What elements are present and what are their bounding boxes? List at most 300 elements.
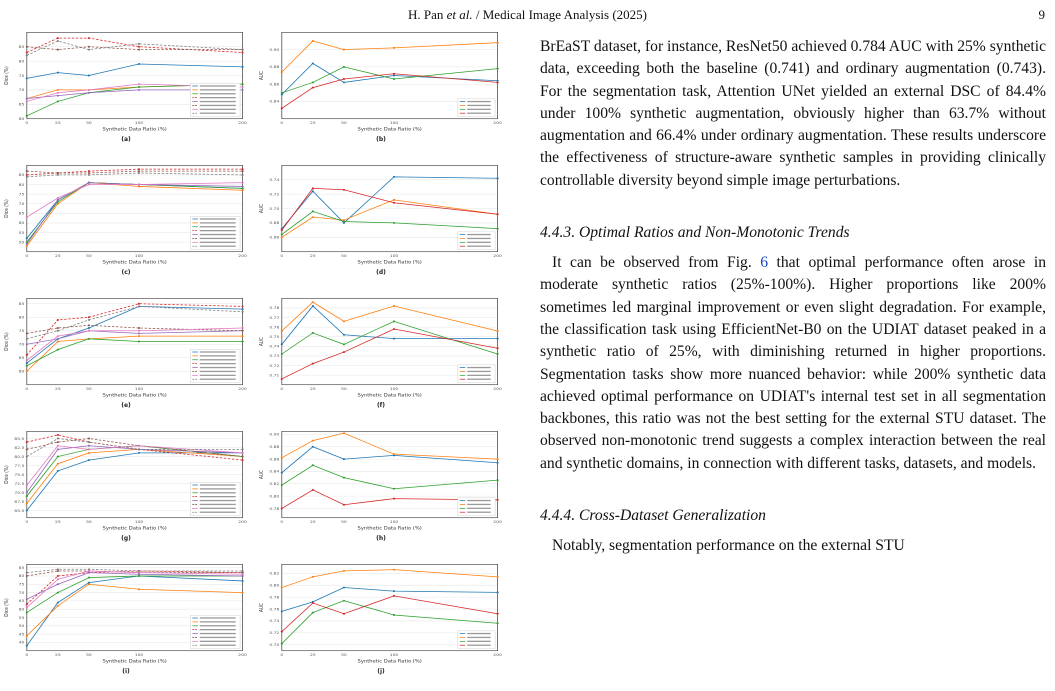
data-point xyxy=(26,332,28,334)
legend-entry-illegible xyxy=(467,645,491,646)
data-point xyxy=(57,49,59,51)
x-axis-label: Synthetic Data Ratio (%) xyxy=(102,259,167,266)
data-point xyxy=(312,612,314,614)
y-tick-label: 65 xyxy=(18,355,25,360)
data-point xyxy=(88,330,90,332)
data-point xyxy=(343,78,345,80)
data-point xyxy=(138,86,140,88)
data-point xyxy=(88,327,90,329)
data-point xyxy=(26,362,28,364)
data-point xyxy=(88,438,90,440)
data-point xyxy=(57,319,59,321)
legend-entry-illegible xyxy=(467,633,491,634)
legend-entry-illegible xyxy=(200,375,236,376)
data-point xyxy=(393,320,395,322)
series-line xyxy=(27,64,243,78)
x-tick-label: 100 xyxy=(389,253,399,259)
legend-entry-illegible xyxy=(200,222,236,223)
y-tick-label: 0.72 xyxy=(269,630,280,636)
data-point xyxy=(241,580,243,582)
data-point xyxy=(281,236,283,238)
legend-entry-illegible xyxy=(467,512,491,513)
data-point xyxy=(57,330,59,332)
data-point xyxy=(57,172,59,174)
y-tick-label: 60 xyxy=(18,220,25,226)
y-tick-label: 0.78 xyxy=(269,305,280,311)
y-tick-label: 0.73 xyxy=(269,353,280,359)
chart-panel-e xyxy=(2,294,250,402)
y-tick-label: 0.68 xyxy=(269,220,280,226)
data-point xyxy=(496,177,498,179)
data-point xyxy=(138,184,140,186)
x-tick-label: 25 xyxy=(310,386,316,392)
data-point xyxy=(312,40,314,42)
data-point xyxy=(138,330,140,332)
data-point xyxy=(241,174,243,176)
data-point xyxy=(26,484,28,486)
series-line xyxy=(27,576,243,613)
data-point xyxy=(26,603,28,605)
data-point xyxy=(88,184,90,186)
data-point xyxy=(393,595,395,597)
y-tick-label: 0.66 xyxy=(269,234,280,240)
data-point xyxy=(241,86,243,88)
data-point xyxy=(57,92,59,94)
subfigure-caption: (i) xyxy=(122,668,130,675)
data-point xyxy=(343,570,345,572)
y-tick-label: 70 xyxy=(18,341,25,347)
legend-entry-illegible xyxy=(200,637,236,638)
y-tick-label: 55 xyxy=(18,230,25,235)
x-tick-label: 100 xyxy=(134,386,144,392)
data-point xyxy=(26,502,28,504)
subfigure-caption: (j) xyxy=(377,668,385,675)
data-point xyxy=(57,434,59,436)
legend-entry-illegible xyxy=(200,101,236,102)
series-line xyxy=(27,41,243,55)
legend-box xyxy=(190,83,240,116)
x-tick-label: 50 xyxy=(341,652,347,658)
subfigure-caption: (c) xyxy=(121,269,131,276)
data-point xyxy=(88,570,90,572)
data-point xyxy=(26,243,28,245)
series-line xyxy=(27,331,243,345)
legend-entry-illegible xyxy=(200,93,236,94)
legend-entry-illegible xyxy=(200,371,236,372)
data-point xyxy=(312,87,314,89)
legend-box xyxy=(190,615,240,648)
data-point xyxy=(281,378,283,380)
x-tick-label: 200 xyxy=(493,652,502,658)
y-tick-label: 0.86 xyxy=(269,81,280,87)
data-point xyxy=(138,89,140,91)
legend-entry-illegible xyxy=(200,355,236,356)
data-point xyxy=(343,81,345,83)
data-point xyxy=(343,189,345,191)
data-point xyxy=(343,221,345,223)
legend-entry-illegible xyxy=(467,105,491,106)
data-point xyxy=(57,570,59,572)
data-point xyxy=(312,602,314,604)
x-tick-label: 0 xyxy=(25,386,29,392)
paragraph: BrEaST dataset, for instance, ResNet50 achieved 0.784 AUC with 25% synthetic data, exceeding both the baseline (0.741) and ordinary augmentation (0.743). For the segmentation task, Attention UNet yielded an external DSC of 84.4% under 100% synthetic augmentation, obviously higher than 63.7% without augmentation and 66.4% under ordinary augmentation. These results underscore the effectiveness of structure-aware synthetic samples in providing clinically controllable diversity beyond simple image perturbations. xyxy=(540,38,1046,189)
x-axis-label: Synthetic Data Ratio (%) xyxy=(102,658,167,665)
data-point xyxy=(57,470,59,472)
y-axis-label: AUC xyxy=(260,70,266,81)
y-tick-label: 0.88 xyxy=(269,64,280,70)
data-point xyxy=(138,185,140,187)
y-axis-label: Dice (%) xyxy=(5,465,11,484)
data-point xyxy=(281,587,283,589)
data-point xyxy=(496,499,498,501)
x-tick-label: 25 xyxy=(55,652,61,658)
data-point xyxy=(88,441,90,443)
series-line xyxy=(282,177,498,229)
data-point xyxy=(281,233,283,235)
data-point xyxy=(138,305,140,307)
legend-entry-illegible xyxy=(467,238,491,239)
subfigure-caption: (f) xyxy=(376,402,386,409)
data-point xyxy=(241,187,243,189)
data-point xyxy=(241,185,243,187)
data-point xyxy=(138,83,140,85)
y-tick-label: 50 xyxy=(18,239,25,245)
legend-entry-illegible xyxy=(200,105,236,106)
x-tick-label: 100 xyxy=(389,652,399,658)
data-point xyxy=(312,187,314,189)
data-point xyxy=(343,600,345,602)
chart-f xyxy=(257,294,505,402)
data-point xyxy=(343,66,345,68)
y-tick-label: 0.88 xyxy=(269,444,280,449)
legend-entry-illegible xyxy=(200,488,236,489)
y-tick-label: 85 xyxy=(18,565,25,570)
legend-entry-illegible xyxy=(467,371,491,372)
subfigure-caption: (h) xyxy=(376,535,386,542)
series-line xyxy=(27,169,243,175)
chart-i xyxy=(2,560,250,668)
legend-entry-illegible xyxy=(200,242,236,243)
data-point xyxy=(138,63,140,65)
data-point xyxy=(393,305,395,307)
data-point xyxy=(88,583,90,585)
x-axis-label: Synthetic Data Ratio (%) xyxy=(102,525,167,532)
data-point xyxy=(138,588,140,590)
y-axis-label: Dice (%) xyxy=(5,199,11,218)
x-tick-label: 50 xyxy=(86,253,92,259)
subfigure-caption: (a) xyxy=(121,136,131,143)
x-tick-label: 200 xyxy=(493,120,502,126)
x-axis-label: Synthetic Data Ratio (%) xyxy=(357,126,422,133)
data-point xyxy=(393,73,395,75)
page-number: 9 xyxy=(1038,7,1045,22)
legend-entry-illegible xyxy=(200,641,236,642)
x-tick-label: 100 xyxy=(389,120,399,126)
y-tick-label: 0.72 xyxy=(269,363,280,368)
data-point xyxy=(312,190,314,192)
y-tick-label: 0.84 xyxy=(269,469,280,474)
paragraph: It can be observed from Fig. 6 that optimal performance often arose in moderate synthetic ratios (25%-100%). Higher proportions like 200% sometimes led marginal improvement or even slight degradation. For example, the classification task using EfficientNet-B0 on the UDIAT dataset peaked in a synthetic ratio of 25%, with diminishing returned in higher proportions. Segmentation tasks show more nuanced behavior: while 200% synthetic data achieved optimal performance on UDIAT's internal test set in all segmentation backbones, this ratio was not the best setting for the external STU dataset. The observed non-monotonic trend suggests a complex interaction between the real and synthetic domains, in connection with different tasks, datasets, and models. xyxy=(540,254,1046,472)
data-point xyxy=(138,303,140,305)
data-point xyxy=(57,578,59,580)
data-point xyxy=(26,338,28,340)
y-tick-label: 60 xyxy=(18,606,25,612)
data-point xyxy=(393,614,395,616)
data-point xyxy=(26,54,28,56)
data-point xyxy=(393,498,395,500)
x-axis-label: Synthetic Data Ratio (%) xyxy=(357,259,422,266)
legend-box xyxy=(190,216,240,249)
x-tick-label: 0 xyxy=(280,120,284,126)
y-tick-label: 80 xyxy=(18,58,25,64)
data-point xyxy=(88,46,90,48)
data-point xyxy=(26,365,28,367)
y-tick-label: 72.5 xyxy=(14,481,25,486)
data-point xyxy=(496,338,498,340)
series-line xyxy=(27,38,243,52)
legend-entry-illegible xyxy=(467,113,491,114)
chart-panel-b xyxy=(257,28,505,136)
data-point xyxy=(138,43,140,45)
data-point xyxy=(241,456,243,458)
data-point xyxy=(88,92,90,94)
y-tick-label: 70 xyxy=(18,87,25,93)
data-point xyxy=(393,328,395,330)
legend-entry-illegible xyxy=(200,113,236,114)
data-point xyxy=(57,438,59,440)
legend-entry-illegible xyxy=(200,508,236,509)
y-tick-label: 85.0 xyxy=(14,436,25,441)
y-axis-label: Dice (%) xyxy=(5,66,11,85)
data-point xyxy=(312,363,314,365)
x-tick-label: 200 xyxy=(238,519,247,525)
data-point xyxy=(57,37,59,39)
x-tick-label: 200 xyxy=(238,652,247,658)
legend-entry-illegible xyxy=(200,484,236,485)
data-point xyxy=(26,174,28,176)
data-point xyxy=(393,176,395,178)
x-tick-label: 200 xyxy=(238,253,247,259)
legend-entry-illegible xyxy=(467,500,491,501)
data-point xyxy=(26,354,28,356)
x-tick-label: 100 xyxy=(389,519,399,525)
y-tick-label: 75 xyxy=(18,581,25,587)
data-point xyxy=(312,576,314,578)
data-point xyxy=(281,353,283,355)
y-tick-label: 65 xyxy=(18,598,25,604)
y-tick-label: 80 xyxy=(18,573,25,579)
data-point xyxy=(343,458,345,460)
x-tick-label: 0 xyxy=(280,386,284,392)
legend-entry-illegible xyxy=(200,230,236,231)
data-point xyxy=(281,107,283,109)
x-tick-label: 0 xyxy=(25,253,29,259)
data-point xyxy=(57,40,59,42)
x-tick-label: 25 xyxy=(55,253,61,259)
x-tick-label: 0 xyxy=(25,519,29,525)
data-point xyxy=(496,613,498,615)
legend-box xyxy=(190,482,240,515)
y-tick-label: 0.90 xyxy=(269,431,280,437)
data-point xyxy=(496,462,498,464)
legend-entry-illegible xyxy=(200,238,236,239)
y-tick-label: 85 xyxy=(18,301,25,306)
series-line xyxy=(27,171,243,173)
data-point xyxy=(26,510,28,512)
data-point xyxy=(393,453,395,455)
data-point xyxy=(138,327,140,329)
data-point xyxy=(57,605,59,607)
data-point xyxy=(26,495,28,497)
data-point xyxy=(88,89,90,91)
subfigure-caption: (g) xyxy=(121,535,131,542)
y-axis-label: Dice (%) xyxy=(5,332,11,351)
legend-entry-illegible xyxy=(200,234,236,235)
legend-entry-illegible xyxy=(200,504,236,505)
data-point xyxy=(343,432,345,434)
legend-entry-illegible xyxy=(467,242,491,243)
data-point xyxy=(138,445,140,447)
data-point xyxy=(281,92,283,94)
y-tick-label: 65 xyxy=(18,210,25,216)
data-point xyxy=(241,52,243,54)
data-point xyxy=(88,338,90,340)
data-point xyxy=(88,448,90,450)
data-point xyxy=(26,441,28,443)
data-point xyxy=(312,81,314,83)
data-point xyxy=(57,448,59,450)
x-tick-label: 200 xyxy=(238,386,247,392)
x-tick-label: 0 xyxy=(280,519,284,525)
y-tick-label: 0.71 xyxy=(269,372,280,378)
data-point xyxy=(57,602,59,604)
data-point xyxy=(343,334,345,336)
data-point xyxy=(57,341,59,343)
data-point xyxy=(393,202,395,204)
chart-panel-f xyxy=(257,294,505,402)
y-tick-label: 80 xyxy=(18,182,25,187)
chart-a xyxy=(2,28,250,136)
y-tick-label: 0.84 xyxy=(269,99,280,104)
data-point xyxy=(312,216,314,218)
data-point xyxy=(281,507,283,509)
data-point xyxy=(393,222,395,224)
data-point xyxy=(88,316,90,318)
y-tick-label: 0.77 xyxy=(269,315,280,320)
data-point xyxy=(496,80,498,82)
data-point xyxy=(57,456,59,458)
legend-entry-illegible xyxy=(200,500,236,501)
y-tick-label: 0.86 xyxy=(269,456,280,462)
data-point xyxy=(138,332,140,334)
data-point xyxy=(281,229,283,231)
x-tick-label: 25 xyxy=(310,652,316,658)
data-point xyxy=(393,199,395,201)
data-point xyxy=(496,458,498,460)
data-point xyxy=(88,75,90,77)
data-point xyxy=(138,335,140,337)
series-line xyxy=(27,183,243,218)
data-point xyxy=(57,89,59,91)
data-point xyxy=(241,189,243,191)
data-point xyxy=(241,327,243,329)
data-point xyxy=(241,459,243,461)
x-tick-label: 50 xyxy=(86,652,92,658)
subfigure-caption: (d) xyxy=(376,269,386,276)
data-point xyxy=(241,305,243,307)
legend-entry-illegible xyxy=(200,629,236,630)
data-point xyxy=(26,52,28,54)
legend-entry-illegible xyxy=(200,492,236,493)
data-point xyxy=(88,182,90,184)
legend-entry-illegible xyxy=(200,226,236,227)
y-tick-label: 55 xyxy=(18,615,25,620)
series-line xyxy=(282,465,498,488)
x-tick-label: 0 xyxy=(280,253,284,259)
series-line xyxy=(282,188,498,230)
data-point xyxy=(138,448,140,450)
running-head xyxy=(0,7,1055,23)
y-tick-label: 85 xyxy=(18,172,25,178)
legend-box xyxy=(190,349,240,382)
y-tick-label: 60 xyxy=(18,368,25,374)
y-tick-label: 80 xyxy=(18,314,25,320)
y-tick-label: 0.70 xyxy=(269,206,280,211)
data-point xyxy=(281,457,283,459)
data-point xyxy=(281,472,283,474)
data-point xyxy=(26,370,28,372)
data-point xyxy=(57,568,59,570)
data-point xyxy=(138,573,140,575)
x-tick-label: 50 xyxy=(86,519,92,525)
data-point xyxy=(241,341,243,343)
data-point xyxy=(26,216,28,218)
data-point xyxy=(281,631,283,633)
x-tick-label: 25 xyxy=(55,519,61,525)
series-line xyxy=(27,306,243,338)
series-line xyxy=(282,306,498,344)
x-tick-label: 25 xyxy=(310,120,316,126)
data-point xyxy=(57,338,59,340)
data-point xyxy=(26,115,28,117)
y-tick-label: 0.78 xyxy=(269,594,280,600)
data-point xyxy=(312,446,314,448)
legend-entry-illegible xyxy=(200,512,236,513)
data-point xyxy=(26,612,28,614)
chart-panel-g xyxy=(2,427,250,535)
data-point xyxy=(241,573,243,575)
data-point xyxy=(57,575,59,577)
data-point xyxy=(241,572,243,574)
data-point xyxy=(312,332,314,334)
y-tick-label: 65.0 xyxy=(14,508,25,513)
y-tick-label: 0.74 xyxy=(269,343,280,349)
data-point xyxy=(88,37,90,39)
x-tick-label: 100 xyxy=(134,120,144,126)
data-point xyxy=(57,72,59,74)
x-tick-label: 0 xyxy=(280,652,284,658)
data-point xyxy=(312,305,314,307)
data-point xyxy=(343,613,345,615)
y-tick-label: 82.5 xyxy=(14,445,25,450)
figure-reference-link[interactable]: 6 xyxy=(760,254,769,272)
y-tick-label: 0.75 xyxy=(269,334,280,339)
legend-entry-illegible xyxy=(467,508,491,509)
legend-entry-illegible xyxy=(200,218,236,219)
data-point xyxy=(88,445,90,447)
y-tick-label: 70 xyxy=(18,590,25,595)
data-point xyxy=(496,353,498,355)
